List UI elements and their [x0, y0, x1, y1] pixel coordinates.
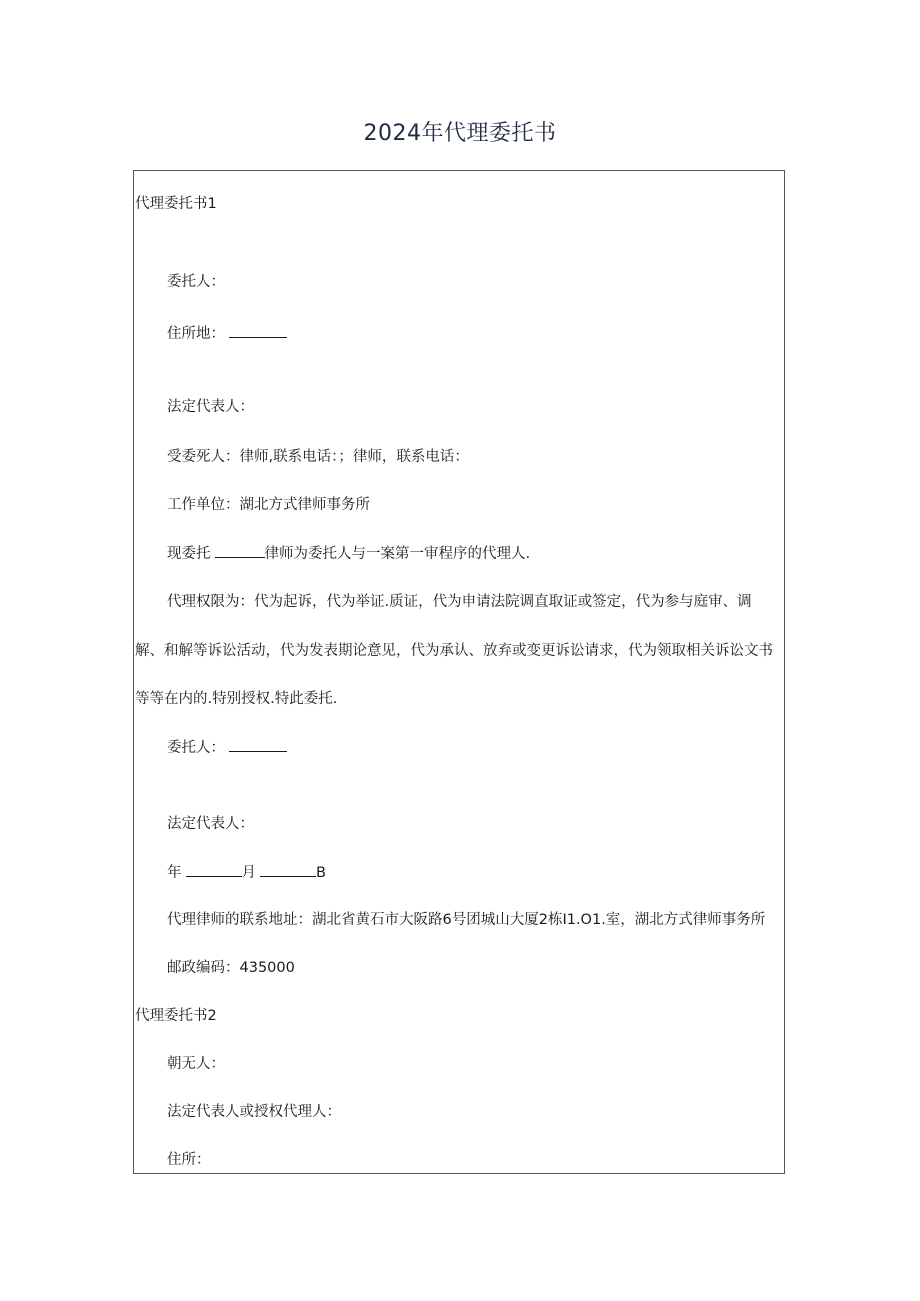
legal-rep-sign-line: 法定代表人：	[167, 816, 254, 832]
page-title: 2024年代理委托书	[363, 121, 557, 146]
trustee-line: 受委死人：律师,联系电话：；律师，联系电话：	[167, 449, 469, 465]
entrust-suffix: 律师为委托人与一案第一审程序的代理人.	[264, 546, 531, 562]
postal-code-line: 邮政编码：435000	[167, 960, 295, 976]
date-month-blank	[186, 862, 242, 877]
date-day: B	[316, 865, 326, 881]
authority-line-3: 等等在内的.特别授权.特此委托.	[135, 691, 338, 707]
client-sign-label: 委托人：	[167, 740, 225, 756]
lawyer-address-line: 代理律师的联系地址：湖北省黄石市大阪路6号团城山大厦2栋I1.O1.室，湖北方式律师事务所	[167, 912, 766, 928]
date-line	[167, 862, 326, 883]
authority-line-1: 代理权限为：代为起诉，代为举证.质证，代为申请法院调直取证或签定，代为参与庭审、调	[167, 594, 752, 610]
entrust-blank	[215, 543, 265, 558]
client-sign-blank	[229, 737, 287, 752]
section-heading-1: 代理委托书1	[135, 196, 217, 212]
client-line: 委托人：	[167, 274, 225, 290]
entrust-prefix: 现委托	[167, 546, 211, 562]
client-sign-line	[167, 737, 287, 758]
section2-client-line: 朝无人：	[167, 1056, 225, 1072]
section-heading-2: 代理委托书2	[135, 1008, 217, 1024]
date-month: 月	[241, 865, 256, 881]
residence-blank	[229, 323, 287, 338]
section2-residence-line: 住所：	[167, 1152, 211, 1168]
residence-label: 住所地：	[167, 326, 225, 342]
date-year: 年	[167, 865, 182, 881]
date-day-blank	[260, 862, 316, 877]
document-frame	[133, 170, 785, 1174]
entrust-line	[167, 543, 530, 564]
authority-line-2: 解、和解等诉讼活动，代为发表期论意见，代为承认、放弃或变更诉讼请求，代为领取相关诉讼文书	[135, 643, 773, 659]
legal-rep-line: 法定代表人：	[167, 399, 254, 415]
residence-line	[167, 323, 287, 344]
section2-legal-rep-line: 法定代表人或授权代理人：	[167, 1104, 341, 1120]
workplace-line: 工作单位：湖北方式律师事务所	[167, 497, 370, 513]
